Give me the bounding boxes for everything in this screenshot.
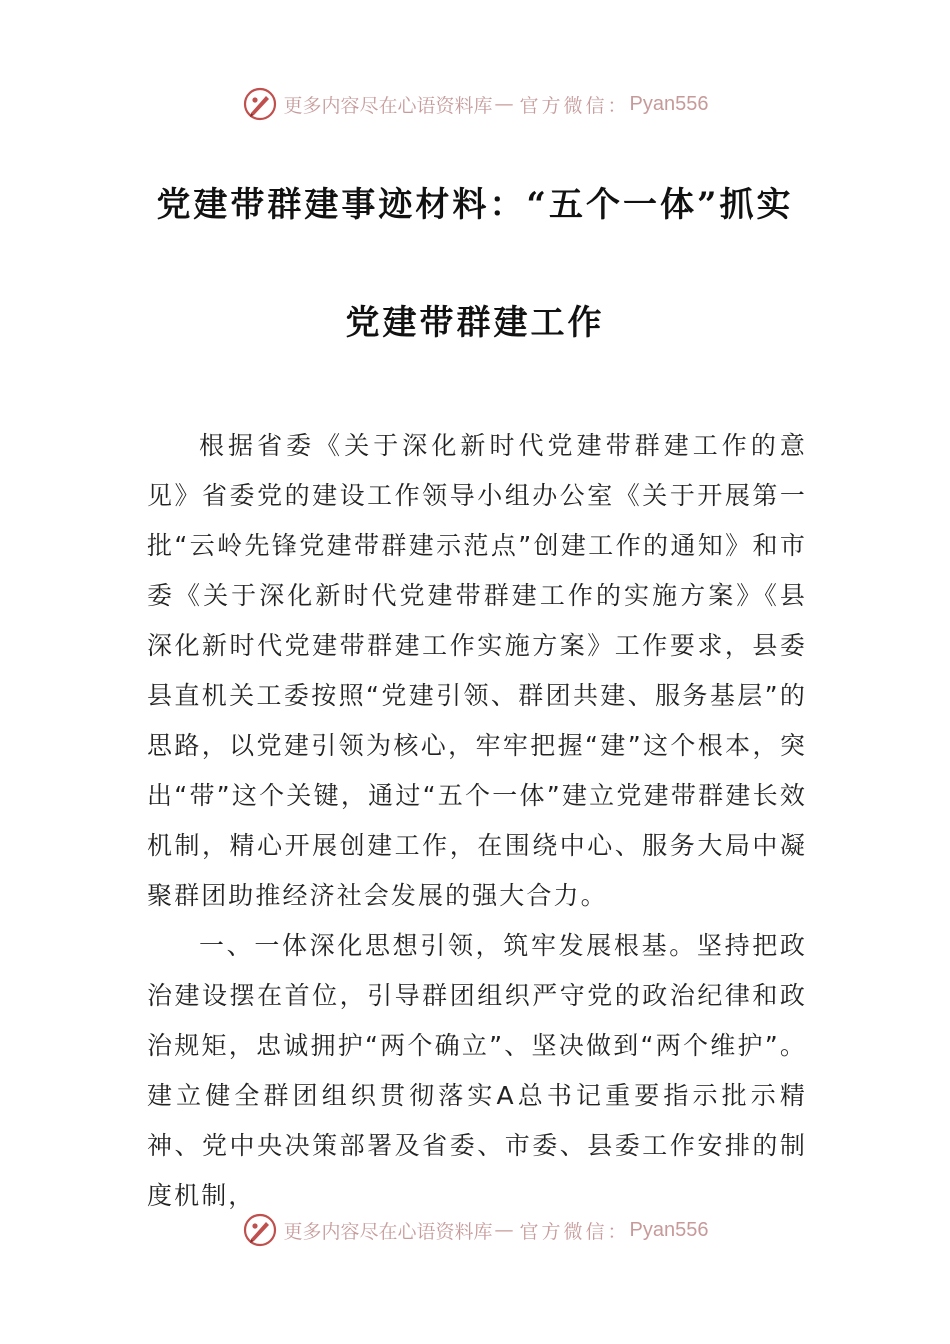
pen-circle-logo-icon <box>242 1212 278 1248</box>
watermark-separator: — <box>494 93 514 115</box>
watermark-wechat-id: Pyan556 <box>629 1218 709 1241</box>
document-title-line-1: 党建带群建事迹材料：“五个一体”抓实 <box>156 185 794 225</box>
document-title-line-2: 党建带群建工作 <box>345 303 605 343</box>
watermark-site-text: 更多内容尽在心语资料库 <box>283 94 493 117</box>
watermark-wechat-label: 官方微信： <box>519 94 630 117</box>
watermark-separator: — <box>494 1219 514 1241</box>
watermark-banner-top <box>0 84 950 124</box>
document-body <box>147 421 807 1221</box>
body-paragraph: 根据省委《关于深化新时代党建带群建工作的意见》省委党的建设工作领导小组办公室《关于开展第一批“云岭先锋党建带群建示范点”创建工作的通知》和市委《关于深化新时代党建带群建工作的实施方案》《县深化新时代党建带群建工作实施方案》工作要求，县委县直机关工委按照“党建引领、群团共建、服务基层”的思路，以党建引领为核心，牢牢把握“建”这个根本，突出“带”这个关键，通过“五个一体”建立党建带群建长效机制，精心开展创建工作，在围绕中心、服务大局中凝聚群团助推经济社会发展的强大合力。 <box>147 431 807 910</box>
watermark-site-text: 更多内容尽在心语资料库 <box>283 1220 493 1243</box>
watermark-wechat-id: Pyan556 <box>629 92 709 115</box>
body-paragraph: 一、一体深化思想引领，筑牢发展根基。坚持把政治建设摆在首位，引导群团组织严守党的政治纪律和政治规矩，忠诚拥护“两个确立”、坚决做到“两个维护”。建立健全群团组织贯彻落实A总书记重要指示批示精神、党中央决策部署及省委、市委、县委工作安排的制度机制， <box>147 931 807 1210</box>
watermark-banner-bottom <box>0 1210 950 1250</box>
pen-circle-logo-icon <box>242 86 278 122</box>
watermark-wechat-label: 官方微信： <box>519 1220 630 1243</box>
